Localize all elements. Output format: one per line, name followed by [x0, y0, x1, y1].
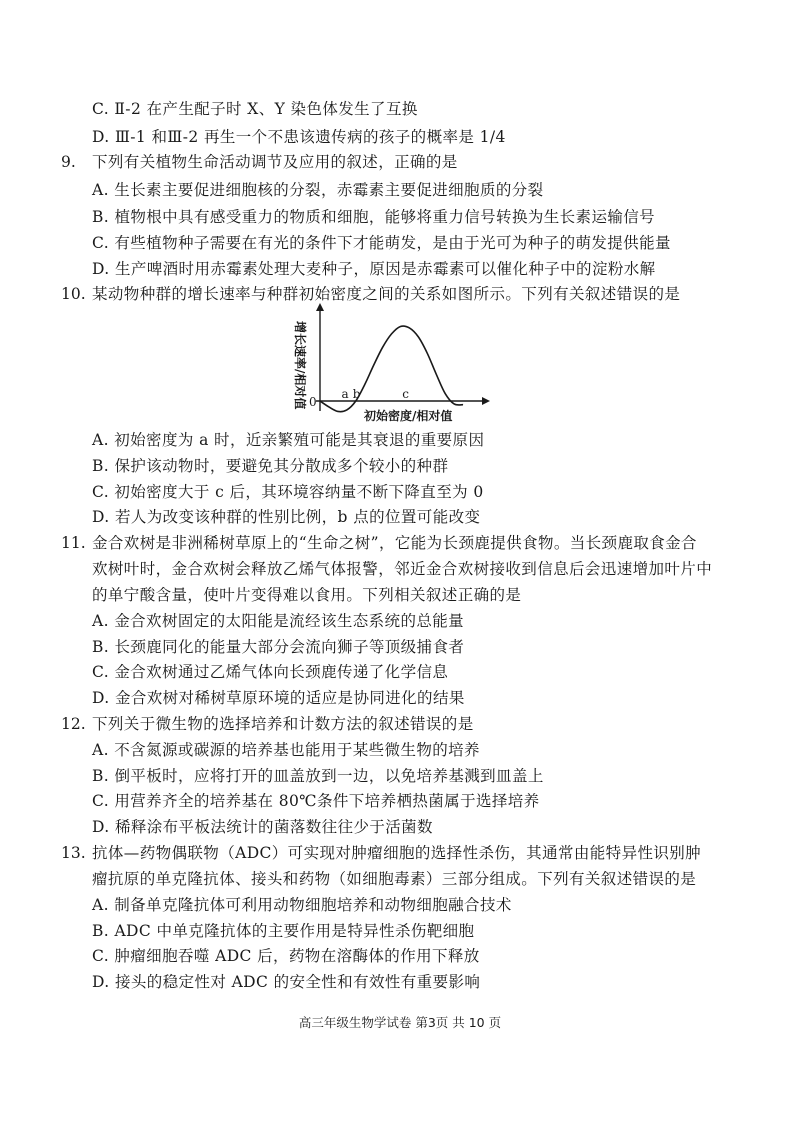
q12-stem: 下列关于微生物的选择培养和计数方法的叙述错误的是: [92, 715, 474, 733]
origin-label: 0: [309, 395, 317, 409]
q13-option-c: C. 肿瘤细胞吞噬 ADC 后，药物在溶酶体的作用下释放: [92, 947, 480, 965]
q11-stem-line-2: 欢树叶时，金合欢树会释放乙烯气体报警，邻近金合欢树接收到信息后会迅速增加叶片中: [92, 560, 713, 578]
q8-option-c: C. Ⅱ-2 在产生配子时 X、Y 染色体发生了互换: [92, 100, 418, 118]
q9-number: 9.: [61, 153, 76, 171]
q10-option-c: C. 初始密度大于 c 后，其环境容纳量不断下降直至为 0: [92, 483, 484, 501]
q11-option-d: D. 金合欢树对稀树草原环境的适应是协同进化的结果: [92, 689, 465, 707]
growth-rate-svg: [282, 305, 492, 425]
page-footer: 高三年级生物学试卷 第3页 共 10 页: [298, 1015, 502, 1030]
point-label-b: b: [352, 387, 361, 401]
q11-option-c: C. 金合欢树通过乙烯气体向长颈鹿传递了化学信息: [92, 663, 449, 681]
q13-option-a: A. 制备单克隆抗体可利用动物细胞培养和动物细胞融合技术: [92, 896, 512, 914]
q11-stem-line-3: 的单宁酸含量，使叶片变得难以食用。下列相关叙述正确的是: [92, 586, 522, 604]
q13-number: 13.: [61, 844, 86, 862]
q13-stem-line-1: 抗体—药物偶联物（ADC）可实现对肿瘤细胞的选择性杀伤，其通常由能特异性识别肿: [92, 844, 702, 862]
growth-rate-chart: [282, 305, 492, 425]
q10-option-a: A. 初始密度为 a 时，近亲繁殖可能是其衰退的重要原因: [92, 431, 485, 449]
q11-option-a: A. 金合欢树固定的太阳能是流经该生态系统的总能量: [92, 612, 465, 630]
q12-option-b: B. 倒平板时，应将打开的皿盖放到一边，以免培养基溅到皿盖上: [92, 767, 544, 785]
q12-option-c: C. 用营养齐全的培养基在 80℃条件下培养栖热菌属于选择培养: [92, 792, 540, 810]
q11-stem-line-1: 金合欢树是非洲稀树草原上的“生命之树”，它能为长颈鹿提供食物。当长颈鹿取食金合: [92, 534, 697, 552]
q9-option-c: C. 有些植物种子需要在有光的条件下才能萌发，是由于光可为种子的萌发提供能量: [92, 234, 671, 252]
x-axis-arrow: [482, 397, 490, 405]
q13-stem-line-2: 瘤抗原的单克隆抗体、接头和药物（如细胞毒素）三部分组成。下列有关叙述错误的是: [92, 870, 697, 888]
point-label-c: c: [402, 387, 409, 401]
q11-number: 11.: [61, 534, 86, 552]
q9-option-b: B. 植物根中具有感受重力的物质和细胞，能够将重力信号转换为生长素运输信号: [92, 208, 656, 226]
q10-number: 10.: [61, 285, 86, 303]
q11-option-b: B. 长颈鹿同化的能量大部分会流向狮子等顶级捕食者: [92, 638, 465, 656]
q9-option-d: D. 生产啤酒时用赤霉素处理大麦种子，原因是赤霉素可以催化种子中的淀粉水解: [92, 260, 656, 278]
point-label-a: a: [341, 387, 349, 401]
q13-option-b: B. ADC 中单克隆抗体的主要作用是特异性杀伤靶细胞: [92, 922, 475, 940]
q12-option-d: D. 稀释涂布平板法统计的菌落数往往少于活菌数: [92, 818, 433, 836]
q9-option-a: A. 生长素主要促进细胞核的分裂，赤霉素主要促进细胞质的分裂: [92, 181, 544, 199]
q12-option-a: A. 不含氮源或碳源的培养基也能用于某些微生物的培养: [92, 741, 480, 759]
q9-stem: 下列有关植物生命活动调节及应用的叙述，正确的是: [92, 153, 458, 171]
q13-option-d: D. 接头的稳定性对 ADC 的安全性和有效性有重要影响: [92, 973, 481, 991]
q10-stem: 某动物种群的增长速率与种群初始密度之间的关系如图所示。下列有关叙述错误的是: [92, 285, 681, 303]
y-axis-arrow: [316, 303, 324, 311]
q10-option-b: B. 保护该动物时，要避免其分散成多个较小的种群: [92, 457, 449, 475]
q12-number: 12.: [61, 715, 86, 733]
y-axis-label: 增长速率/相对值: [293, 321, 307, 410]
x-axis-label: 初始密度/相对值: [364, 409, 453, 423]
q10-option-d: D. 若人为改变该种群的性别比例，b 点的位置可能改变: [92, 508, 481, 526]
q8-option-d: D. Ⅲ-1 和Ⅲ-2 再生一个不患该遗传病的孩子的概率是 1/4: [92, 128, 506, 146]
